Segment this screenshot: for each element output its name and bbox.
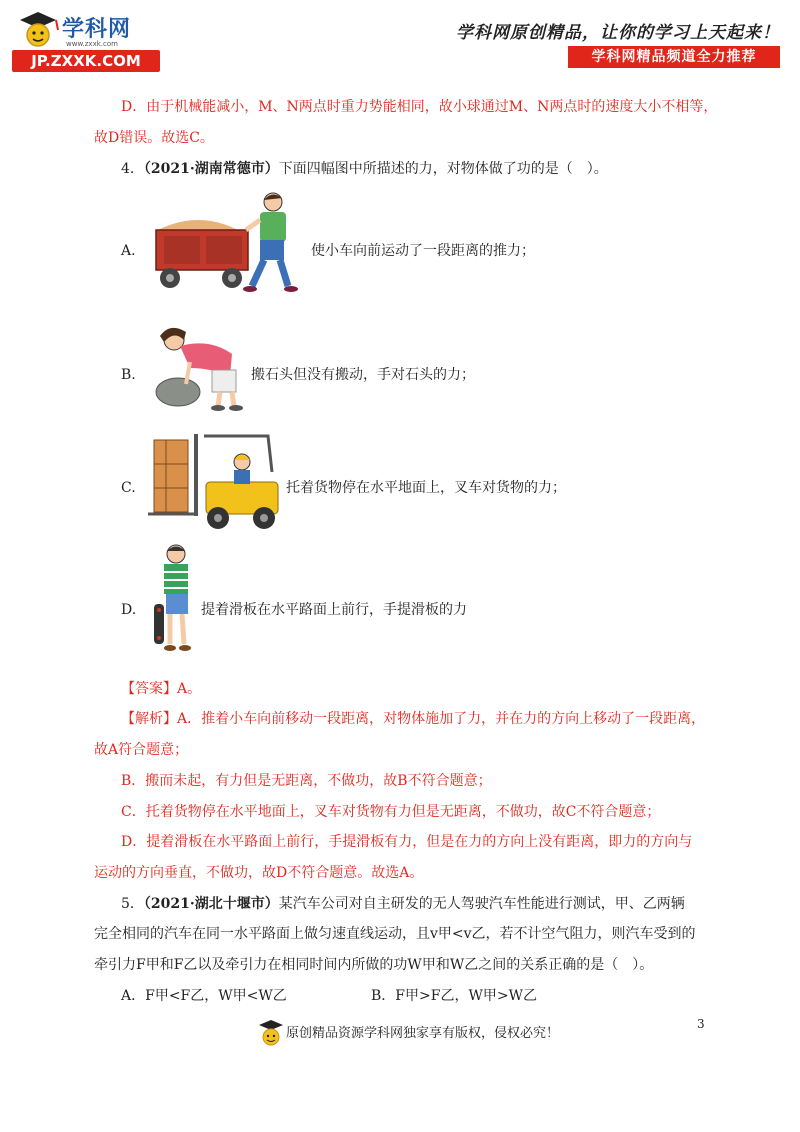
analysis-line-1 bbox=[121, 709, 705, 729]
site-logo[interactable] bbox=[12, 10, 162, 74]
option-a-letter: A. bbox=[121, 243, 136, 259]
option-b-text: 搬石头但没有搬动，手对石头的力； bbox=[251, 367, 475, 383]
person-lifting-rock-figure bbox=[150, 318, 250, 412]
analysis-line-3: B．搬而未起，有力但是无距离，不做功，故B不符合题意； bbox=[121, 773, 492, 789]
logo-url-banner[interactable]: JP.ZXXK.COM bbox=[12, 50, 160, 72]
prev-analysis-line-1: D．由于机械能减小，M、N两点时重力势能相同，故小球通过M、N两点时的速度大小不相等， bbox=[121, 99, 718, 115]
analysis-line-2: 故A符合题意； bbox=[94, 742, 189, 758]
question-number: 5． bbox=[121, 896, 144, 912]
answer-label: 【答案】 bbox=[121, 681, 177, 697]
forklift-with-boxes-figure bbox=[148, 432, 286, 532]
question-source: （2021·湖南常德市） bbox=[143, 161, 279, 177]
answer bbox=[121, 679, 201, 699]
option-d-letter: D. bbox=[121, 602, 137, 618]
analysis-line-6: 运动的方向垂直，不做功，故D不符合题意。故选A。 bbox=[94, 865, 424, 881]
analysis-line-5: D．提着滑板在水平路面上前行，手提滑板有力，但是在力的方向上没有距离，即力的方向与 bbox=[121, 834, 693, 850]
prev-analysis-line-2: 故D错误。故选C。 bbox=[94, 130, 214, 146]
question-5-option-a: A．F甲<F乙，W甲<W乙 bbox=[121, 988, 287, 1004]
analysis-label: 【解析】 bbox=[121, 711, 177, 727]
channel-recommend-banner[interactable]: 学科网精品频道全力推荐 bbox=[568, 46, 780, 68]
analysis-text: A．推着小车向前移动一段距离，对物体施加了力，并在力的方向上移动了一段距离， bbox=[177, 711, 706, 727]
option-c-letter: C. bbox=[121, 480, 136, 496]
option-a-text: 使小车向前运动了一段距离的推力； bbox=[311, 243, 535, 259]
question-4-stem bbox=[121, 159, 608, 179]
question-text: 下面四幅图中所描述的力，对物体做了功的是（ ）。 bbox=[278, 161, 608, 177]
boy-carrying-skateboard-figure bbox=[150, 542, 200, 658]
person-pushing-cart-figure bbox=[148, 190, 308, 298]
question-5-stem-line-1 bbox=[121, 894, 685, 914]
question-5-stem-line-3: 牵引力F甲和F乙以及牵引力在相同时间内所做的功W甲和W乙之间的关系正确的是（ ）。 bbox=[94, 957, 654, 973]
question-text: 某汽车公司对自主研发的无人驾驶汽车性能进行测试，甲、乙两辆 bbox=[278, 896, 685, 912]
option-c-text: 托着货物停在水平地面上，叉车对货物的力； bbox=[286, 480, 566, 496]
option-b-letter: B. bbox=[121, 367, 136, 383]
question-number: 4． bbox=[121, 161, 144, 177]
logo-brand-text: 学科网 bbox=[62, 17, 132, 42]
question-source: （2021·湖北十堰市） bbox=[143, 896, 279, 912]
option-d-text: 提着滑板在水平路面上前行，手提滑板的力 bbox=[201, 602, 467, 618]
question-5-stem-line-2: 完全相同的汽车在同一水平路面上做匀速直线运动，且v甲<v乙，若不计空气阻力，则汽车受到的 bbox=[94, 926, 696, 942]
question-5-option-b: B．F甲>F乙，W甲>W乙 bbox=[371, 988, 537, 1004]
header-slogan: 学科网原创精品，让你的学习上天起来！ bbox=[456, 23, 780, 43]
analysis-line-4: C．托着货物停在水平地面上，叉车对货物有力但是无距离，不做功，故C不符合题意； bbox=[121, 804, 661, 820]
copyright-notice: 原创精品资源学科网独家享有版权，侵权必究！ bbox=[286, 1026, 560, 1041]
scholar-mascot-icon bbox=[16, 10, 60, 50]
logo-sub-text: www.zxxk.com bbox=[66, 40, 118, 48]
answer-value: A。 bbox=[177, 681, 202, 697]
scholar-mascot-icon bbox=[258, 1018, 284, 1048]
page-number: 3 bbox=[697, 1017, 705, 1031]
